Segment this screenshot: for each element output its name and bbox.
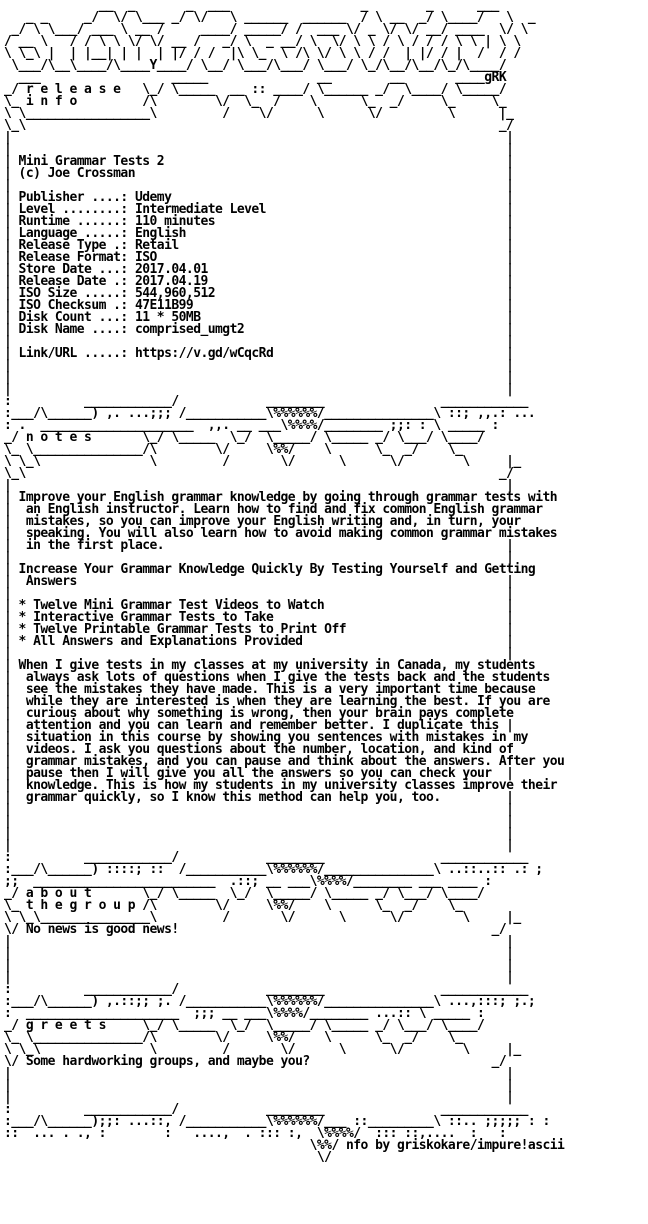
nfo-line: :___/\______);;: ...::, /___________\%%%%%%/___ ::_________\ ::.. ;;;;; : :	[4, 1114, 550, 1129]
nfo-line: : . _____________________ ,,. __ ___\%%%%/________ ;;: : \ _____ :	[4, 418, 499, 433]
nfo-line: | Level ........: Intermediate Level |	[4, 202, 514, 217]
nfo-line: _/ n o t e s \_/ \_____ \_/ \_____/ \_____ _/ \___/ \____/	[4, 430, 485, 445]
nfo-line: : _____________________ ;;; __ ___\%%%%/________ ...:: \ _____ :	[4, 1006, 485, 1021]
nfo-line: | |	[4, 1066, 514, 1081]
nfo-line: \/	[4, 1150, 332, 1165]
nfo-line: | |	[4, 334, 514, 349]
nfo-line: \/ Some hardworking groups, and maybe you? _/	[4, 1054, 507, 1069]
nfo-line: | * Interactive Grammar Tests to Take |	[4, 610, 514, 625]
nfo-line: | Disk Count ...: 11 * 50MB |	[4, 310, 514, 325]
nfo-line: | Increase Your Grammar Knowledge Quickly By Testing Yourself and Getting	[4, 562, 536, 577]
nfo-line: \ \_\ \ / \/ \ \/ \ |_	[4, 1042, 521, 1057]
nfo-line: _/ g r e e t s \_/ \_____ \_/ \_____/ \_____ _/ \___/ \____/	[4, 1018, 485, 1033]
nfo-line: \_ t h e g r o u p /\ \/ \%%/ \ \_ _/ \_	[4, 898, 463, 913]
nfo-line: | knowledge. This is how my students in my university classes improve their	[4, 778, 558, 793]
nfo-line: | |	[4, 814, 514, 829]
nfo-line: | |	[4, 178, 514, 193]
nfo-line: | Answers |	[4, 574, 514, 589]
nfo-line: | grammar mistakes, and you can pause and think about the answers. After you	[4, 754, 565, 769]
nfo-line: / __ \ / / \ \ \/ \/ __ / _/ \ _ __/ \ \/ \ \ / \ / / / \ \ | \ \	[4, 34, 521, 49]
nfo-line: | |	[4, 934, 514, 949]
nfo-line: ;; _________________________ .::; __ ___\%%%%/________ ___ ____ :	[4, 874, 492, 889]
nfo-line: :___/\______) ,. ...;;; /___________\%%%%%%/_______________\ ::; ,,.: ...	[4, 406, 536, 421]
nfo-line: | |	[4, 130, 514, 145]
nfo-line: | Link/URL .....: https://v.gd/wCqcRd |	[4, 346, 514, 361]
nfo-line: _ _ _/ \/ \___ _/ \/ \ ______ ______ / \ __ _/ \____/ \ _	[4, 10, 536, 25]
nfo-line: | attention and you can learn and remember better. I duplicate this |	[4, 718, 514, 733]
nfo-line: | ISO Checksum .: 47E11B99 |	[4, 298, 514, 313]
nfo-line: | curious about why something is wrong, then your brain pays complete	[4, 706, 514, 721]
nfo-line: | |	[4, 550, 514, 565]
nfo-line: | speaking. You will also learn how to avoid making common grammar mistakes	[4, 526, 558, 541]
nfo-line: | |	[4, 370, 514, 385]
nfo-line: \_ \_______________/\ \/ \%%/ \ \_ _/ \_	[4, 442, 463, 457]
nfo-line: | * Twelve Printable Grammar Tests to Print Off |	[4, 622, 514, 637]
nfo-line: | Language .....: English |	[4, 226, 514, 241]
nfo-line: | Release Format: ISO |	[4, 250, 514, 265]
nfo-line: | Publisher ....: Udemy |	[4, 190, 514, 205]
nfo-line: \ \_\ \ / \/ \ \/ \ |_	[4, 454, 521, 469]
nfo-line: \_ i n f o /\ \/ \_ / \ \_ _/ \_ \_	[4, 94, 507, 109]
nfo-line: _/ a b o u t \_/ \_____ \_/ \_____/ \_____ _/ \___/ \____/	[4, 886, 485, 901]
nfo-line: | situation in this course by showing you sentences with mistakes in my	[4, 730, 528, 745]
nfo-line: | |	[4, 646, 514, 661]
nfo-line: | an English instructor. Learn how to find and fix common English grammar	[4, 502, 543, 517]
nfo-line: | Store Date ...: 2017.04.01 |	[4, 262, 514, 277]
nfo-line: | |	[4, 358, 514, 373]
nfo-line: | grammar quickly, so I know this method can help you, too. |	[4, 790, 514, 805]
nfo-line: \/ No news is good news! _/	[4, 922, 507, 937]
nfo-line: | |	[4, 1090, 514, 1105]
nfo-line: :___/\______) ,.::;; ;. /___________\%%%%%%/_______________\ ...,:::; ;.;	[4, 994, 536, 1009]
nfo-line: \%%/ nfo by griskokare/impure!ascii	[4, 1138, 565, 1153]
nfo-line: | |	[4, 970, 514, 985]
nfo-line: \_\ _/	[4, 466, 514, 481]
nfo-line: | |	[4, 1078, 514, 1093]
nfo-line: \_\ _/	[4, 118, 514, 133]
nfo-line: \_ \_______________/\ \/ \%%/ \ \_ _/ \_	[4, 1030, 463, 1045]
nfo-line: \ \_\_______________\ / \/ \ \/ \ |_	[4, 910, 521, 925]
nfo-line: | Disk Name ....: comprised_umgt2 |	[4, 322, 514, 337]
nfo-line: :: ... . ., : : ...., . ::: :, \%%%%/ ::: ::,.... : :	[4, 1126, 507, 1141]
nfo-line: | while they are interested is when they are learning the best. If you are	[4, 694, 550, 709]
nfo-line: | * Twelve Mini Grammar Test Videos to Watch |	[4, 598, 514, 613]
nfo-line: | |	[4, 586, 514, 601]
nfo-line: \___/\__\____/\____Y____/ \__/ \___/\___/ \___/ \_/\__/\__/\_/\____/	[4, 58, 507, 73]
nfo-line: | When I give tests in my classes at my university in Canada, my students	[4, 658, 536, 673]
nfo-line: | Improve your English grammar knowledge by going through grammar tests with	[4, 490, 558, 505]
nfo-line: | |	[4, 838, 514, 853]
nfo-line: | (c) Joe Crossman |	[4, 166, 514, 181]
nfo-line: __ _ _ ___ _ _ ___	[4, 0, 499, 13]
nfo-line: | |	[4, 946, 514, 961]
nfo-line: \ \_________________\ / \/ \ \/ \ |_	[4, 106, 514, 121]
nfo-line: | in the first place. |	[4, 538, 514, 553]
nfo-line: | Runtime ......: 110 minutes |	[4, 214, 514, 229]
nfo-line: | always ask lots of questions when I give the tests back and the students	[4, 670, 550, 685]
nfo-line: | mistakes, so you can improve your English writing and, in turn, your	[4, 514, 521, 529]
nfo-line: :___/\______) ::::; :: /___________\%%%%%%/_______________\ ..::..:: .: ;	[4, 862, 543, 877]
nfo-line: | see the mistakes they have made. This is a very important time because	[4, 682, 536, 697]
nfo-line: | Mini Grammar Tests 2 |	[4, 154, 514, 169]
nfo-line: | |	[4, 478, 514, 493]
nfo-line: : ____________/ ________ ____________	[4, 982, 528, 997]
nfo-line: | pause then I will give you all the answers so you can check your |	[4, 766, 514, 781]
nfo-line: | |	[4, 802, 514, 817]
nfo-line: | |	[4, 142, 514, 157]
nfo-line: _/ r e l e a s e \_/ \_____ __ :: ____/ \______ _/ \____/ \_____/	[4, 82, 507, 97]
nfo-line: | Release Type .: Retail |	[4, 238, 514, 253]
nfo-line: : ____________/ ________ ____________	[4, 1102, 528, 1117]
nfo-line: | |	[4, 826, 514, 841]
nfo-line: | * All Answers and Explanations Provided |	[4, 634, 514, 649]
nfo-line: | |	[4, 382, 514, 397]
nfo-line: _/ \ \___/ ___ \ __ / ____/ _____/ / ___ \/ _ \/ \/ __/ ____ \/ \	[4, 22, 528, 37]
nfo-line: \ \_\ | | |__| | | | |/ / / |\ \_ \ /\ \/ \ \ / / | |/ / | / / /	[4, 46, 521, 61]
nfo-line: | ISO Size .....: 544,960,512 |	[4, 286, 514, 301]
nfo-line: : ____________/ ________ ____________	[4, 850, 528, 865]
nfo-line: | videos. I ask you questions about the number, location, and kind of	[4, 742, 514, 757]
nfo-line: : ____________/ ________ ____________	[4, 394, 528, 409]
nfo-line: | Release Date .: 2017.04.19 |	[4, 274, 514, 289]
nfo-line: | |	[4, 958, 514, 973]
nfo-line: ___ _____ __ __ ____gRK	[4, 70, 507, 85]
